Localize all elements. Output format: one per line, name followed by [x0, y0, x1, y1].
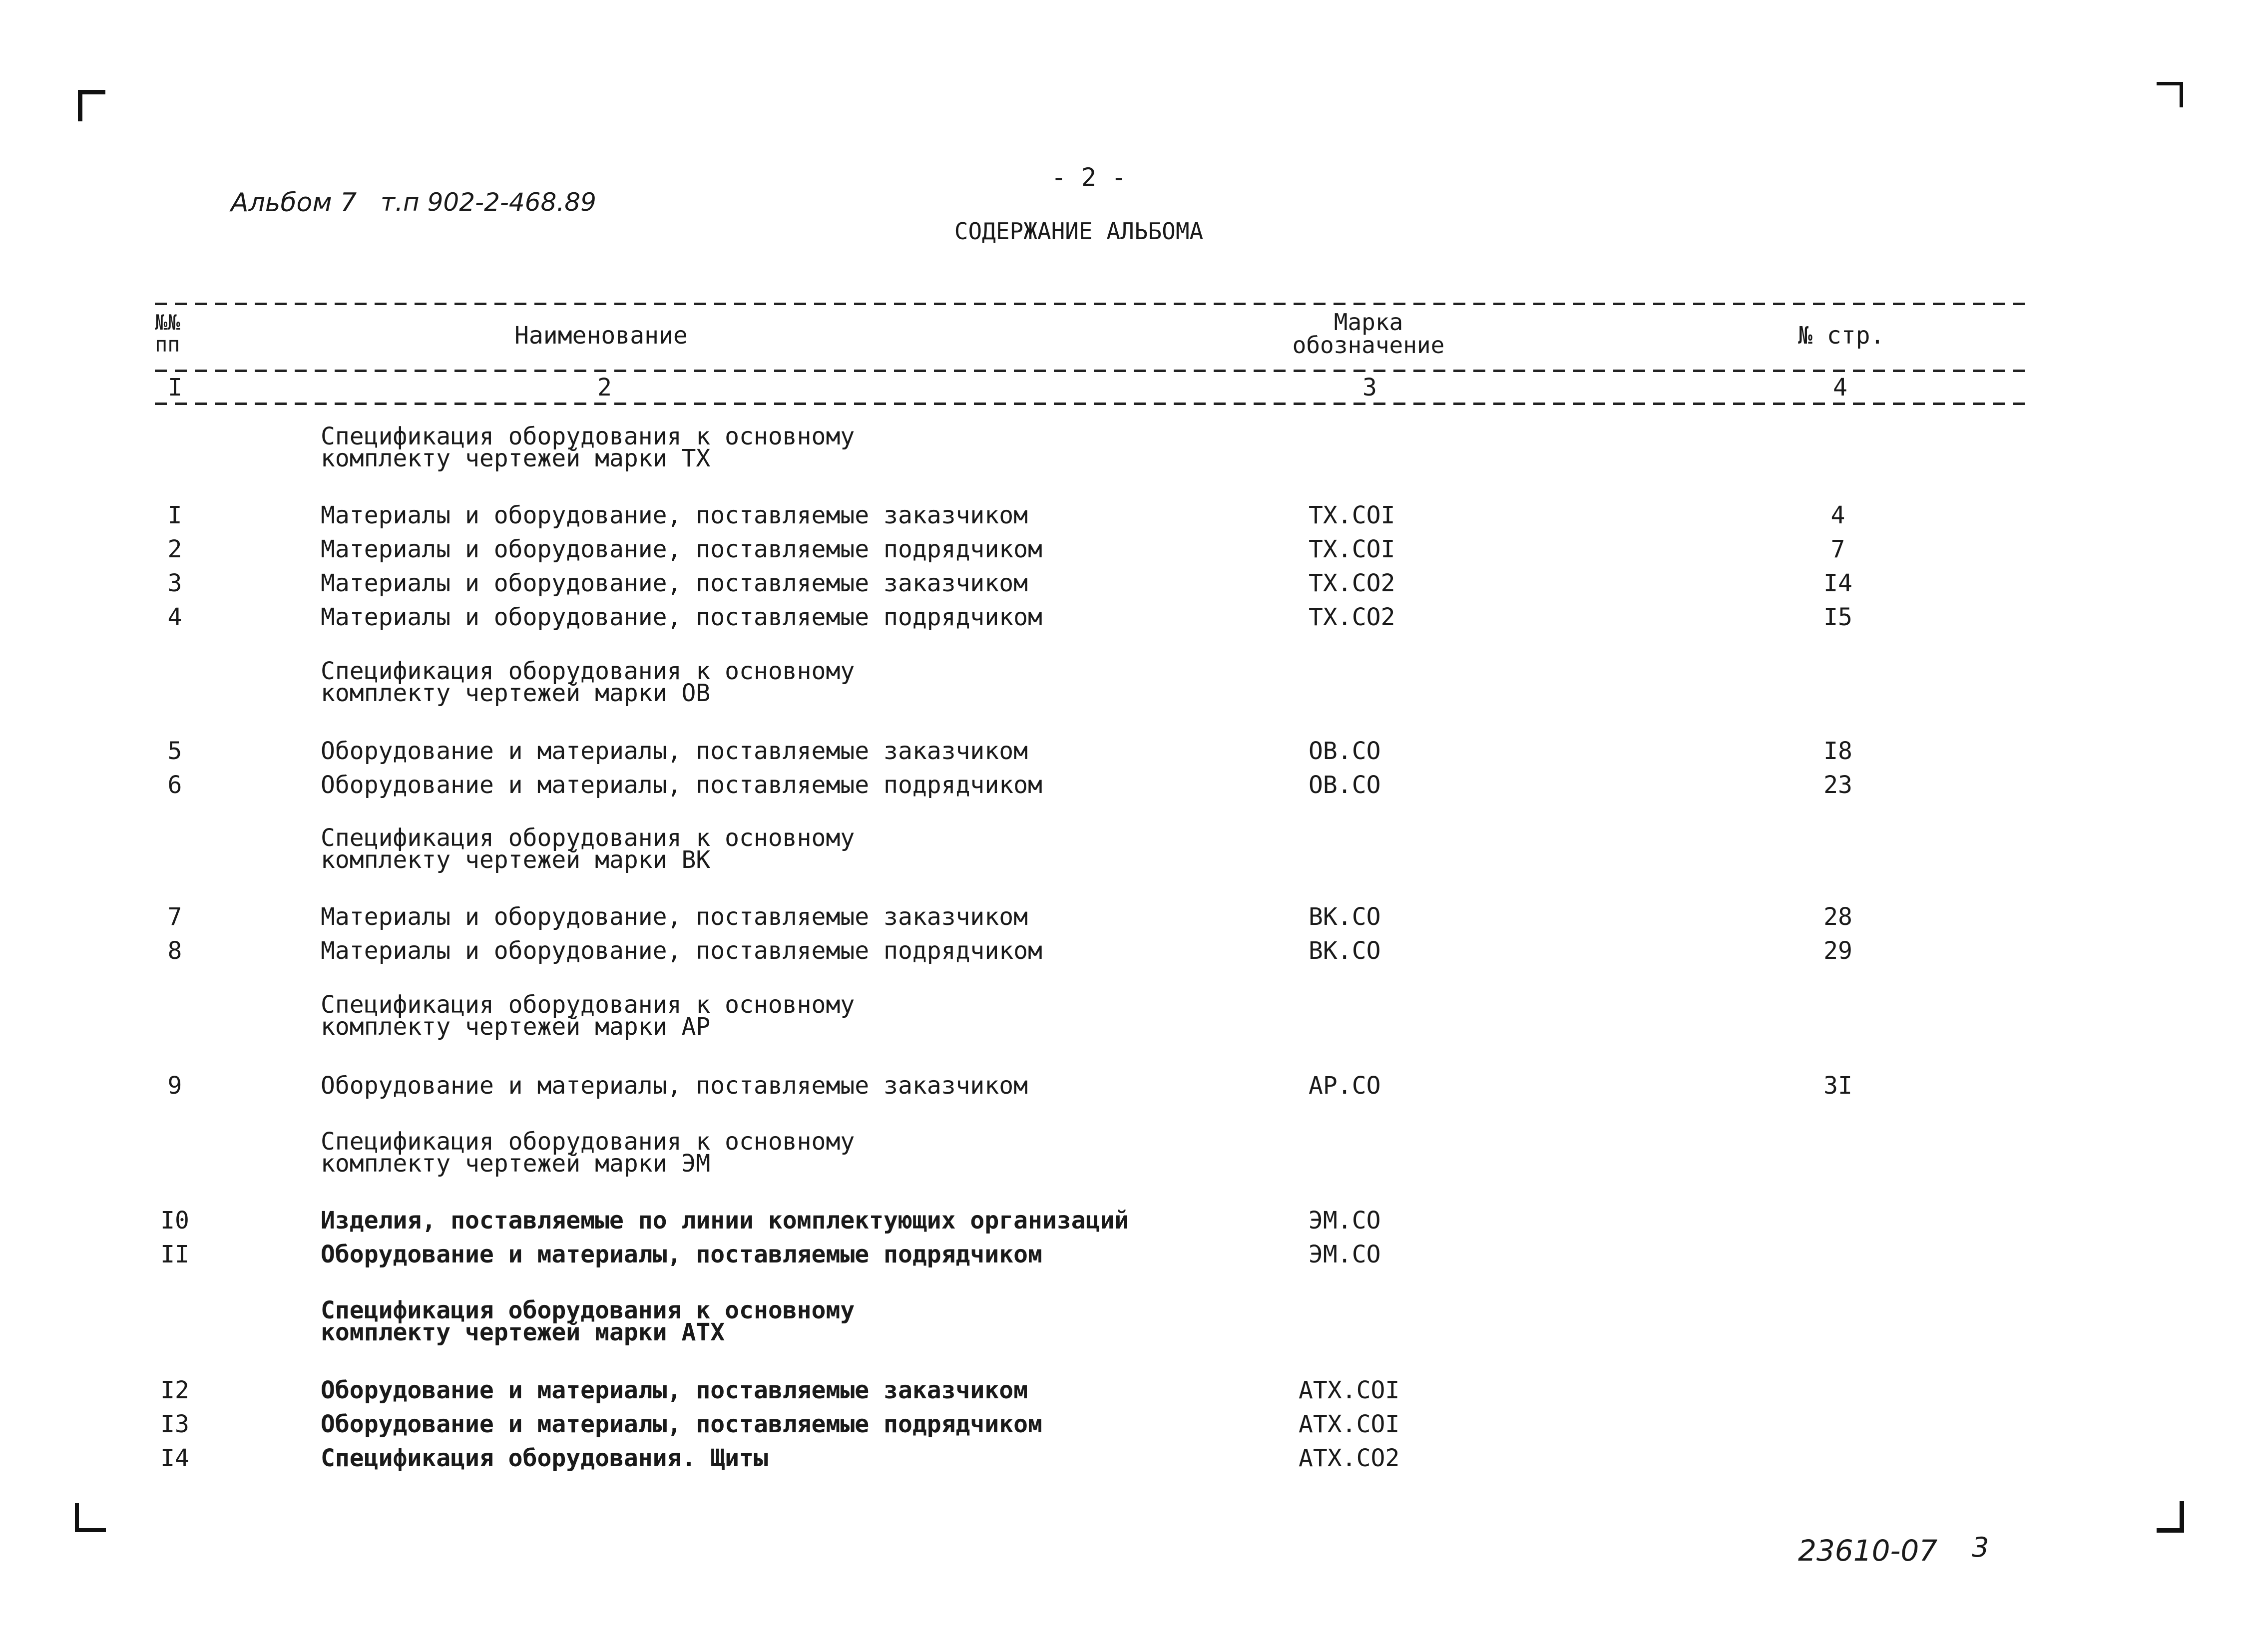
album-label: Альбом 7 [231, 188, 357, 218]
table-row-mark: АТХ.СОI [1299, 1376, 1400, 1404]
corner-mark-top-left [78, 90, 105, 121]
section-title-tx: Спецификация оборудования к основному комплекту чертежей марки ТХ [321, 422, 855, 472]
column-number-2: 2 [597, 374, 612, 402]
table-row-number: I3 [160, 1410, 189, 1438]
column-number-3: 3 [1362, 374, 1377, 402]
table-row-mark: АР.СО [1309, 1072, 1381, 1100]
column-number-4: 4 [1833, 374, 1847, 402]
section-title-em: Спецификация оборудования к основному комплекту чертежей марки ЭМ [321, 1128, 855, 1178]
section-title-ar: Спецификация оборудования к основному комплекту чертежей марки АР [321, 991, 855, 1041]
corner-mark-bottom-right [2157, 1501, 2184, 1533]
table-row-number: 6 [167, 771, 182, 799]
table-row-name: Оборудование и материалы, поставляемые заказчиком [321, 1376, 1028, 1404]
table-row-page: 3I [1823, 1072, 1852, 1100]
table-row-name: Материалы и оборудование, поставляемые заказчиком [321, 569, 1028, 597]
table-row-mark: ВК.СО [1309, 937, 1381, 965]
table-row-mark: ТХ.СОI [1309, 535, 1395, 563]
table-row-name: Оборудование и материалы, поставляемые заказчиком [321, 1072, 1028, 1100]
page-title: СОДЕРЖАНИЕ АЛЬБОМА [954, 218, 1204, 245]
section-title-ov: Спецификация оборудования к основному комплекту чертежей марки ОВ [321, 657, 855, 707]
table-row-number: I2 [160, 1376, 189, 1404]
table-rule-top [155, 303, 2033, 305]
table-row-mark: ЭМ.СО [1309, 1207, 1381, 1235]
page-number: - 2 - [1051, 163, 1127, 192]
table-row-mark: ОВ.СО [1309, 771, 1381, 799]
column-header-mark: Марка обозначение [1292, 309, 1445, 359]
table-row-number: 9 [167, 1072, 182, 1100]
column-number-1: I [168, 374, 182, 402]
sheet-number: 3 [1972, 1532, 1989, 1563]
table-row-page: I4 [1823, 569, 1852, 597]
table-row-number: I [167, 501, 182, 529]
table-row-page: 28 [1823, 903, 1852, 931]
corner-mark-top-right [2157, 82, 2183, 107]
table-row-name: Оборудование и материалы, поставляемые заказчиком [321, 737, 1028, 765]
section-title-atx: Спецификация оборудования к основному комплекту чертежей марки АТХ [321, 1296, 855, 1346]
table-row-number: 4 [167, 603, 182, 631]
table-row-name: Материалы и оборудование, поставляемые подрядчиком [321, 535, 1042, 563]
table-row-mark: ОВ.СО [1309, 737, 1381, 765]
table-row-number: II [160, 1240, 189, 1268]
project-code: т.п 902-2-468.89 [381, 188, 596, 217]
table-row-mark: АТХ.СОI [1299, 1410, 1400, 1438]
table-row-name: Изделия, поставляемые по линии комплектующих организаций [321, 1207, 1129, 1235]
table-row-mark: ТХ.СО2 [1309, 603, 1395, 631]
table-row-page: I5 [1823, 603, 1852, 631]
table-row-number: 7 [167, 903, 182, 931]
table-row-mark: АТХ.СО2 [1299, 1444, 1400, 1472]
column-header-name: Наименование [514, 322, 688, 350]
table-row-number: 5 [167, 737, 182, 765]
table-row-number: 2 [167, 535, 182, 563]
table-row-number: 3 [167, 569, 182, 597]
table-row-mark: ТХ.СОI [1309, 501, 1395, 529]
table-row-name: Оборудование и материалы, поставляемые подрядчиком [321, 771, 1042, 799]
table-row-name: Материалы и оборудование, поставляемые подрядчиком [321, 937, 1042, 965]
table-row-number: I4 [160, 1444, 189, 1472]
table-row-page: I8 [1823, 737, 1852, 765]
table-row-name: Спецификация оборудования. Щиты [321, 1444, 768, 1472]
table-row-name: Материалы и оборудование, поставляемые заказчиком [321, 903, 1028, 931]
table-row-number: I0 [160, 1207, 189, 1235]
table-row-mark: ТХ.СО2 [1309, 569, 1395, 597]
table-row-name: Оборудование и материалы, поставляемые подрядчиком [321, 1410, 1042, 1438]
table-row-page: 7 [1830, 535, 1845, 563]
table-row-page: 23 [1823, 771, 1852, 799]
column-header-page: № стр. [1798, 322, 1885, 350]
corner-mark-bottom-left [75, 1503, 106, 1532]
table-row-name: Материалы и оборудование, поставляемые подрядчиком [321, 603, 1042, 631]
document-number: 23610-07 [1798, 1534, 1938, 1568]
table-row-page: 29 [1823, 937, 1852, 965]
column-header-number: №№ пп [155, 310, 180, 357]
table-row-mark: ВК.СО [1309, 903, 1381, 931]
table-row-mark: ЭМ.СО [1309, 1240, 1381, 1268]
section-title-vk: Спецификация оборудования к основному комплекту чертежей марки ВК [321, 824, 855, 874]
table-row-number: 8 [167, 937, 182, 965]
table-row-name: Оборудование и материалы, поставляемые подрядчиком [321, 1240, 1042, 1268]
table-rule-middle [155, 370, 2033, 372]
table-rule-bottom [155, 403, 2033, 405]
table-row-page: 4 [1830, 501, 1845, 529]
table-row-name: Материалы и оборудование, поставляемые заказчиком [321, 501, 1028, 529]
